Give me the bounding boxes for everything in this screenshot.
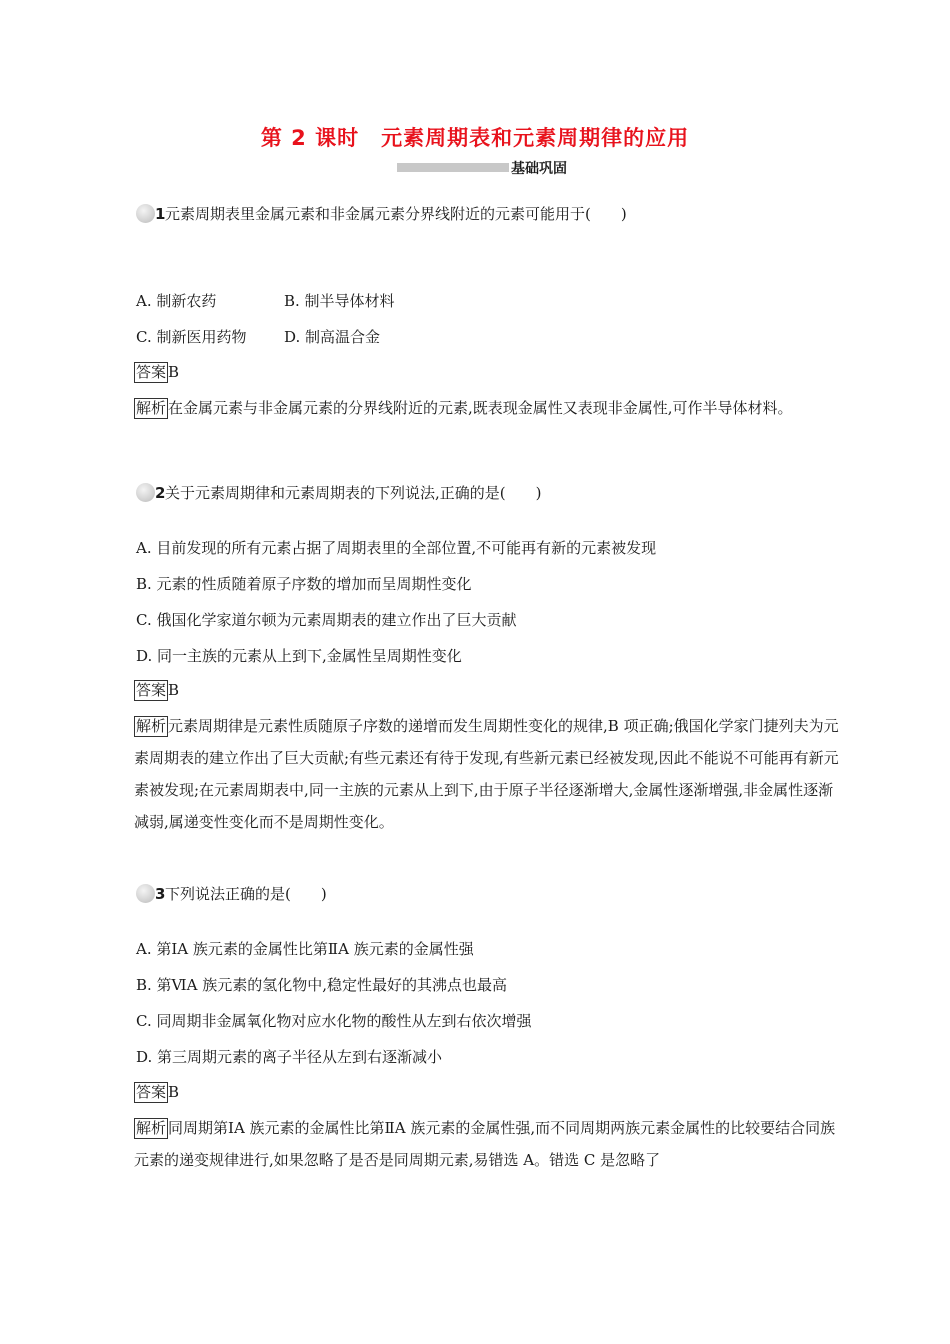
question-3	[136, 883, 327, 904]
analysis-tag: 解析	[136, 717, 167, 735]
option-a: A. 制新农药	[136, 292, 217, 310]
option-d: D. 同一主族的元素从上到下,金属性呈周期性变化	[136, 647, 462, 665]
question-stem: 下列说法正确的是( )	[165, 885, 327, 903]
answer-tag: 答案	[136, 681, 167, 699]
option-c: C. 俄国化学家道尔顿为元素周期表的建立作出了巨大贡献	[136, 611, 517, 629]
question-number-badge	[136, 204, 166, 224]
question-number: 1	[155, 204, 166, 223]
analysis-text: 在金属元素与非金属元素的分界线附近的元素,既表现金属性又表现非金属性,可作半导体材料。	[168, 399, 793, 417]
question-1	[136, 203, 627, 224]
question-number: 3	[155, 884, 166, 903]
option-b: B. 制半导体材料	[284, 292, 395, 310]
question-number: 2	[155, 483, 166, 502]
circle-icon	[136, 483, 155, 502]
question-number-badge	[136, 483, 166, 503]
section-heading: 基础巩固	[511, 161, 567, 177]
answer-row	[134, 362, 179, 383]
option-c: C. 同周期非金属氧化物对应水化物的酸性从左到右依次增强	[136, 1012, 532, 1030]
option-c: C. 制新医用药物	[136, 328, 247, 346]
section-divider-bar	[397, 163, 509, 172]
circle-icon	[136, 884, 155, 903]
analysis-text: 同周期第ⅠA 族元素的金属性比第ⅡA 族元素的金属性强,而不同周期两族元素金属性的比较要结合同族元素的递变规律进行,如果忽略了是否是同周期元素,易错选 A。错选 C 是忽略了	[134, 1119, 836, 1169]
option-a: A. 第ⅠA 族元素的金属性比第ⅡA 族元素的金属性强	[136, 940, 474, 958]
answer-tag: 答案	[136, 363, 167, 381]
question-2	[136, 482, 541, 503]
analysis-text: 元素周期律是元素性质随原子序数的递增而发生周期性变化的规律,B 项正确;俄国化学家门捷列夫为元素周期表的建立作出了巨大贡献;有些元素还有待于发现,有些新元素已经被发现,因此不能说不可能再有新元素被发现;在元素周期表中,同一主族的元素从上到下,由于原子半径逐渐增大,金属性逐渐增强,非金属性逐渐减弱,属递变性变化而不是周期性变化。	[134, 717, 839, 831]
question-stem: 关于元素周期律和元素周期表的下列说法,正确的是( )	[165, 484, 542, 502]
page-title: 第 2 课时 元素周期表和元素周期律的应用	[260, 126, 690, 150]
option-a: A. 目前发现的所有元素占据了周期表里的全部位置,不可能再有新的元素被发现	[136, 539, 657, 557]
question-number-badge	[136, 884, 166, 904]
analysis-paragraph	[134, 1112, 840, 1176]
question-stem: 元素周期表里金属元素和非金属元素分界线附近的元素可能用于( )	[165, 205, 627, 223]
answer-row	[134, 1082, 179, 1103]
option-d: D. 制高温合金	[284, 328, 381, 346]
analysis-paragraph	[134, 392, 840, 424]
answer-row	[134, 680, 179, 701]
option-b: B. 元素的性质随着原子序数的增加而呈周期性变化	[136, 575, 472, 593]
answer-value: B	[168, 681, 180, 699]
answer-value: B	[168, 1083, 180, 1101]
analysis-tag: 解析	[136, 399, 167, 417]
answer-value: B	[168, 363, 180, 381]
option-d: D. 第三周期元素的离子半径从左到右逐渐减小	[136, 1048, 443, 1066]
option-b: B. 第ⅥA 族元素的氢化物中,稳定性最好的其沸点也最高	[136, 976, 508, 994]
analysis-paragraph	[134, 710, 840, 838]
answer-tag: 答案	[136, 1083, 167, 1101]
analysis-tag: 解析	[136, 1119, 167, 1137]
circle-icon	[136, 204, 155, 223]
